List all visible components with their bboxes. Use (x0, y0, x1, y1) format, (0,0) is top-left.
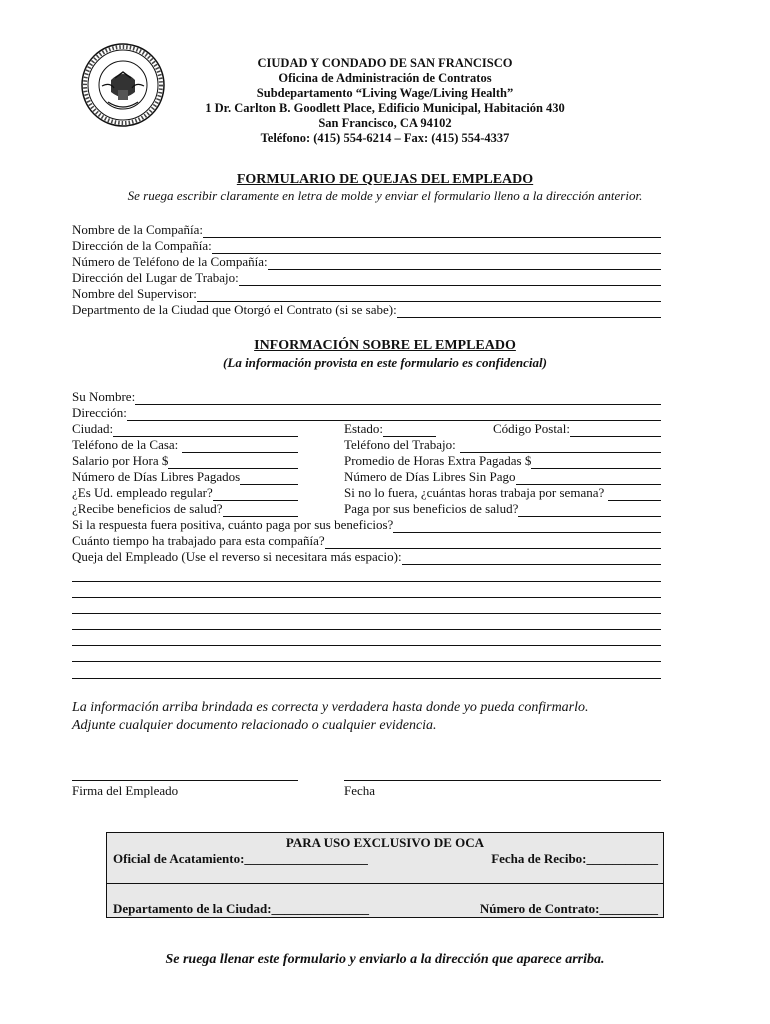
unpaid-days-off-field[interactable] (344, 469, 661, 485)
city-field[interactable] (72, 421, 298, 437)
header-line-phone: Teléfono: (415) 554-6214 – Fax: (415) 554-4337 (260, 131, 510, 145)
header-line-address: 1 Dr. Carlton B. Goodlett Place, Edificio Municipal, Habitación 430 (205, 101, 565, 115)
city-department-field[interactable] (72, 302, 661, 318)
home-phone-field[interactable] (72, 437, 298, 453)
regular-employee-field[interactable] (72, 485, 298, 501)
date-label: Fecha (344, 783, 376, 798)
employee-section-title: INFORMACIÓN SOBRE EL EMPLEADO (254, 338, 516, 353)
complaint-line[interactable] (72, 613, 661, 614)
attachment-note: Adjunte cualquier documento relacionado o cualquier evidencia. (72, 718, 437, 733)
declaration-text (72, 699, 692, 735)
employee-name-label: Su Nombre: (72, 389, 136, 404)
city-label: Ciudad: (72, 421, 114, 436)
tenure-label: Cuánto tiempo ha trabajado para esta compañía? (72, 533, 325, 548)
oca-office-use-box (106, 832, 664, 918)
complaint-line[interactable] (72, 678, 661, 679)
agency-header (170, 56, 600, 146)
employee-name-field[interactable] (72, 389, 661, 405)
pays-benefits-label: Paga por sus beneficios de salud? (344, 501, 519, 516)
zip-field[interactable] (493, 421, 661, 437)
company-phone-field[interactable] (72, 254, 661, 270)
employee-section-subtitle: (La información provista en este formulario es confidencial) (223, 355, 547, 370)
regular-employee-label: ¿Es Ud. empleado regular? (72, 485, 213, 500)
supervisor-name-field[interactable] (72, 286, 661, 302)
oca-department-field[interactable]: Departamento de la Ciudad:_______________ (113, 901, 370, 916)
employee-address-field[interactable] (72, 405, 661, 421)
overtime-label: Promedio de Horas Extra Pagadas $ (344, 453, 532, 468)
received-date-field[interactable]: Fecha de Recibo:___________ (491, 851, 658, 866)
unpaid-days-off-label: Número de Días Libres Sin Pago (344, 469, 516, 484)
workplace-address-label: Dirección del Lugar de Trabajo: (72, 270, 239, 285)
company-name-label: Nombre de la Compañía: (72, 222, 204, 237)
form-title: FORMULARIO DE QUEJAS DEL EMPLEADO (236, 172, 534, 187)
pays-benefits-field[interactable] (344, 501, 661, 517)
complaint-line[interactable] (72, 597, 661, 598)
overtime-field[interactable] (344, 453, 661, 469)
complaint-line[interactable] (72, 629, 661, 630)
work-phone-label: Teléfono del Trabajo: (344, 437, 456, 452)
hourly-wage-field[interactable] (72, 453, 298, 469)
city-department-label: Departmento de la Ciudad que Otorgó el Contrato (si se sabe): (72, 302, 397, 317)
header-line-office: Oficina de Administración de Contratos (278, 71, 492, 85)
complaint-label: Queja del Empleado (Use el reverso si necesitara más espacio): (72, 549, 402, 564)
supervisor-name-label: Nombre del Supervisor: (72, 286, 197, 301)
weekly-hours-field[interactable] (344, 485, 661, 501)
weekly-hours-label: Si no lo fuera, ¿cuántas horas trabaja por semana? (344, 485, 605, 500)
benefits-cost-label: Si la respuesta fuera positiva, cuánto paga por sus beneficios? (72, 517, 394, 532)
paid-days-off-field[interactable] (72, 469, 298, 485)
complaint-line[interactable] (72, 645, 661, 646)
employee-address-label: Dirección: (72, 405, 127, 420)
form-instructions: Se ruega escribir claramente en letra de molde y enviar el formulario lleno a la dirección anterior. (127, 188, 643, 203)
header-line-city-zip: San Francisco, CA 94102 (318, 116, 452, 130)
paid-days-off-label: Número de Días Libres Pagados (72, 469, 241, 484)
company-address-field[interactable] (72, 238, 661, 254)
date-line[interactable] (344, 780, 661, 781)
complaint-field[interactable] (72, 549, 661, 565)
health-benefits-field[interactable] (72, 501, 298, 517)
oca-divider (107, 883, 663, 884)
work-phone-field[interactable] (344, 437, 661, 453)
hourly-wage-label: Salario por Hora $ (72, 453, 169, 468)
complaint-line[interactable] (72, 581, 661, 582)
oca-title: PARA USO EXCLUSIVO DE OCA (285, 835, 485, 850)
workplace-address-field[interactable] (72, 270, 661, 286)
compliance-officer-field[interactable]: Oficial de Acatamiento:___________________ (113, 851, 368, 866)
home-phone-label: Teléfono de la Casa: (72, 437, 179, 452)
state-field[interactable] (344, 421, 436, 437)
company-name-field[interactable] (72, 222, 661, 238)
header-line-division: Subdepartamento “Living Wage/Living Health” (256, 86, 514, 100)
city-seal-icon (80, 42, 166, 128)
tenure-field[interactable] (72, 533, 661, 549)
health-benefits-label: ¿Recibe beneficios de salud? (72, 501, 223, 516)
company-phone-label: Número de Teléfono de la Compañía: (72, 254, 268, 269)
state-label: Estado: (344, 421, 383, 436)
complaint-line[interactable] (72, 661, 661, 662)
benefits-cost-field[interactable] (72, 517, 661, 533)
contract-number-field[interactable]: Número de Contrato:_________ (479, 901, 658, 916)
footer-note: Se ruega llenar este formulario y enviarlo a la dirección que aparece arriba. (165, 952, 605, 967)
signature-label: Firma del Empleado (72, 783, 179, 798)
zip-label: Código Postal: (493, 421, 570, 436)
company-address-label: Dirección de la Compañía: (72, 238, 212, 253)
signature-line[interactable] (72, 780, 298, 781)
declaration-line: La información arriba brindada es correcta y verdadera hasta donde yo pueda confirmarlo. (72, 700, 589, 715)
header-line-city: CIUDAD Y CONDADO DE SAN FRANCISCO (257, 56, 513, 70)
